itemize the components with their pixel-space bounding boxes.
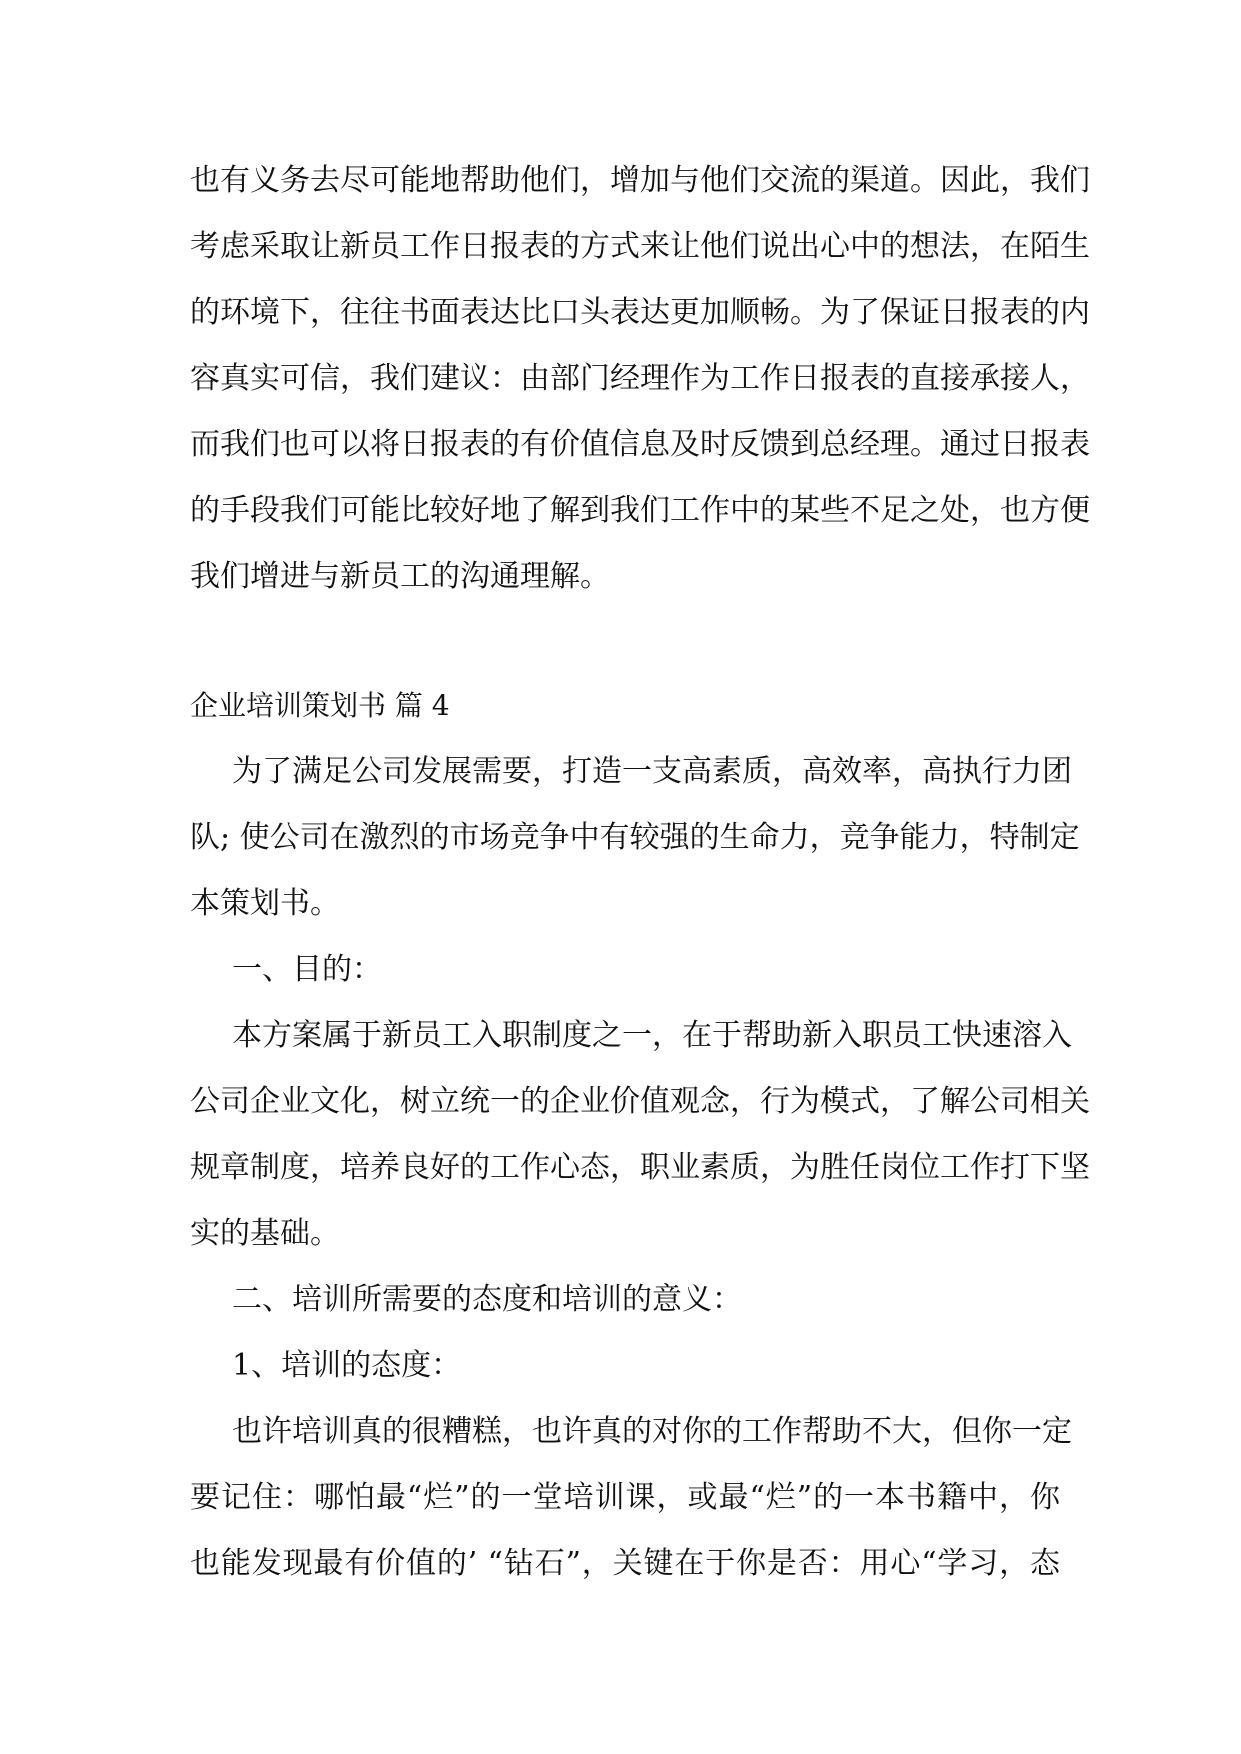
purpose-line: 本方案属于新员工入职制度之一，在于帮助新入职员工快速溶入 <box>232 1018 1072 1053</box>
heading-attitude-meaning: 二、培训所需要的态度和培训的意义： <box>232 1282 742 1317</box>
heading-attitude: 1、培训的态度： <box>232 1348 462 1383</box>
purpose-line: 规章制度，培养良好的工作心态，职业素质，为胜任岗位工作打下坚 <box>190 1150 1090 1185</box>
attitude-line: 也能发现最有价值的’ “钻石”，关键在于你是否：用心“学习，态 <box>190 1546 1060 1581</box>
paragraph-line: 容真实可信，我们建议：由部门经理作为工作日报表的直接承接人， <box>190 361 1090 396</box>
attitude-line: 也许培训真的很糟糕，也许真的对你的工作帮助不大，但你一定 <box>232 1414 1072 1449</box>
intro-line: 本策划书。 <box>190 886 340 921</box>
purpose-line: 公司企业文化，树立统一的企业价值观念，行为模式，了解公司相关 <box>190 1084 1090 1119</box>
attitude-line: 要记住：哪怕最“烂”的一堂培训课，或最“烂”的一本书籍中，你 <box>190 1480 1060 1515</box>
paragraph-line: 的环境下，往往书面表达比口头表达更加顺畅。为了保证日报表的内 <box>190 295 1090 330</box>
paragraph-line: 我们增进与新员工的沟通理解。 <box>190 559 610 594</box>
section-title: 企业培训策划书 篇 4 <box>190 689 450 722</box>
intro-line: 为了满足公司发展需要，打造一支高素质，高效率，高执行力团 <box>232 754 1072 789</box>
paragraph-line: 也有义务去尽可能地帮助他们，增加与他们交流的渠道。因此，我们 <box>190 163 1090 198</box>
paragraph-line: 而我们也可以将日报表的有价值信息及时反馈到总经理。通过日报表 <box>190 427 1090 462</box>
intro-line: 队; 使公司在激烈的市场竞争中有较强的生命力，竞争能力，特制定 <box>190 820 1080 855</box>
purpose-line: 实的基础。 <box>190 1216 340 1251</box>
heading-purpose: 一、目的： <box>232 952 382 987</box>
continuation-paragraph <box>190 148 1090 610</box>
paragraph-line: 考虑采取让新员工作日报表的方式来让他们说出心中的想法，在陌生 <box>190 229 1090 264</box>
section-body <box>190 739 1090 1597</box>
paragraph-line: 的手段我们可能比较好地了解到我们工作中的某些不足之处，也方便 <box>190 493 1090 528</box>
